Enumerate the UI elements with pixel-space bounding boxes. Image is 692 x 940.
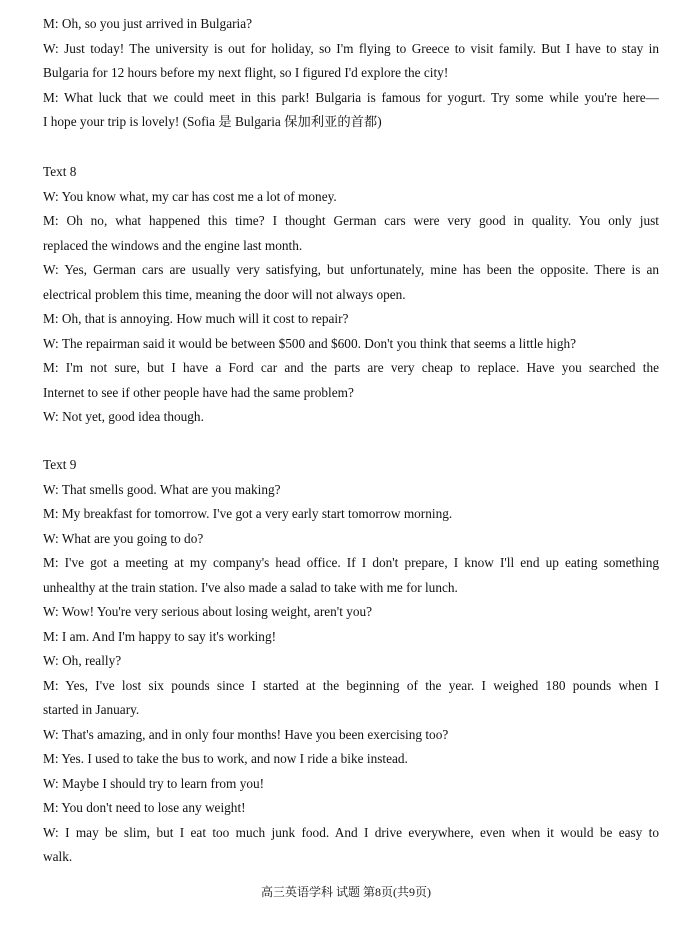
dialogue-line: M: Oh, so you just arrived in Bulgaria? bbox=[43, 16, 253, 31]
dialogue-line: M: You don't need to lose any weight! bbox=[43, 800, 246, 815]
dialogue-line: M: I've got a meeting at my company's head office. If I don't prepare, I know I'll end up eating something bbox=[43, 555, 659, 570]
dialogue-line: W: Oh, really? bbox=[43, 653, 122, 668]
text9-section bbox=[43, 453, 659, 870]
dialogue-line: M: Yes. I used to take the bus to work, and now I ride a bike instead. bbox=[43, 751, 408, 766]
dialogue-line: M: Yes, I've lost six pounds since I started at the beginning of the year. I weighed 180 pounds when I bbox=[43, 677, 659, 693]
dialogue-line: Internet to see if other people have had the same problem? bbox=[43, 384, 354, 400]
dialogue-line: I hope your trip is lovely! (Sofia 是 Bulgaria 保加利亚的首都) bbox=[43, 114, 382, 129]
text8-section bbox=[43, 160, 659, 430]
dialogue-line: W: That's amazing, and in only four months! Have you been exercising too? bbox=[43, 726, 449, 742]
dialogue-line: W: Yes, German cars are usually very satisfying, but unfortunately, mine has been the opposite. There is an bbox=[43, 262, 659, 277]
dialogue-line: started in January. bbox=[43, 702, 140, 717]
text7-tail bbox=[43, 12, 659, 135]
dialogue-line: Bulgaria for 12 hours before my next flight, so I figured I'd explore the city! bbox=[43, 65, 449, 80]
dialogue-line: M: What luck that we could meet in this park! Bulgaria is famous for yogurt. Try some while you're here— bbox=[43, 89, 659, 105]
dialogue-line: W: The repairman said it would be between $500 and $600. Don't you think that seems a little high? bbox=[43, 335, 577, 351]
dialogue-line: W: You know what, my car has cost me a lot of money. bbox=[43, 188, 337, 204]
dialogue-line: M: I am. And I'm happy to say it's working! bbox=[43, 628, 277, 644]
dialogue-line: unhealthy at the train station. I've also made a salad to take with me for lunch. bbox=[43, 579, 458, 595]
dialogue-line: W: What are you going to do? bbox=[43, 530, 204, 546]
section-heading: Text 8 bbox=[43, 164, 77, 179]
dialogue-line: M: My breakfast for tomorrow. I've got a very early start tomorrow morning. bbox=[43, 506, 453, 521]
dialogue-line: electrical problem this time, meaning the door will not always open. bbox=[43, 286, 406, 302]
page-footer: 高三英语学科 试题 第8页(共9页) bbox=[261, 885, 431, 899]
dialogue-line: walk. bbox=[43, 849, 73, 864]
dialogue-line: replaced the windows and the engine last month. bbox=[43, 237, 303, 253]
dialogue-line: W: That smells good. What are you making? bbox=[43, 481, 281, 497]
dialogue-line: W: Just today! The university is out for holiday, so I'm flying to Greece to visit family. But I have to stay in bbox=[43, 40, 659, 56]
dialogue-line: M: Oh, that is annoying. How much will it cost to repair? bbox=[43, 311, 349, 326]
dialogue-line: W: Wow! You're very serious about losing weight, aren't you? bbox=[43, 604, 373, 619]
section-heading: Text 9 bbox=[43, 457, 77, 472]
dialogue-line: M: I'm not sure, but I have a Ford car and the parts are very cheap to replace. Have you searched the bbox=[43, 360, 659, 375]
dialogue-line: W: Maybe I should try to learn from you! bbox=[43, 775, 265, 791]
dialogue-line: M: Oh no, what happened this time? I thought German cars were very good in quality. You only just bbox=[43, 213, 659, 228]
dialogue-line: W: Not yet, good idea though. bbox=[43, 409, 204, 424]
dialogue-line: W: I may be slim, but I eat too much junk food. And I drive everywhere, even when it would be easy to bbox=[43, 824, 659, 840]
